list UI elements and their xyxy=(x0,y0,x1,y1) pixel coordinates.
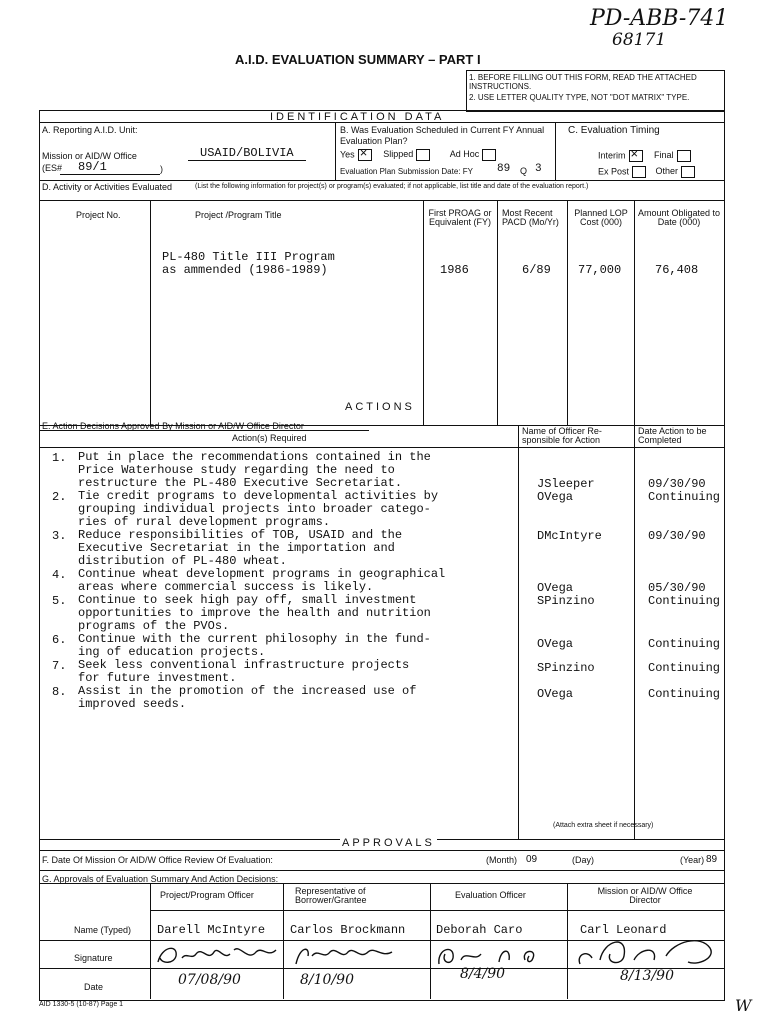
review-month: 09 xyxy=(526,854,538,865)
approval-date-4: 8/13/90 xyxy=(620,968,674,984)
action-date: Continuing xyxy=(648,637,721,651)
approvals-col1: Project/Program Officer xyxy=(160,890,254,900)
row-date-label: Date xyxy=(84,982,104,992)
action-text: Tie credit programs to developmental activities by grouping individual projects into broader catego- ries of rural development programs. xyxy=(78,489,439,529)
actions-label: E. Action Decisions Approved By Mission or AID/W Office Director xyxy=(42,421,304,431)
q-label: Q xyxy=(520,166,528,176)
project-pacd: 6/89 xyxy=(522,263,551,277)
review-day-label: (Day) xyxy=(572,855,594,865)
action-date: Continuing xyxy=(648,594,721,608)
action-num: 4. xyxy=(52,568,67,582)
expost-checkbox[interactable] xyxy=(632,166,646,178)
review-year-label: (Year) xyxy=(680,855,705,865)
activity-label: D. Activity or Activities Evaluated xyxy=(42,182,173,192)
yes-label: Yes xyxy=(340,149,355,160)
action-text: Continue to seek high pay off, small investment opportunities to improve the health and nutrition programs of the PVOs. xyxy=(78,593,431,633)
action-officer: SPinzino xyxy=(537,594,595,608)
approver-name-2: Carlos Brockmann xyxy=(290,923,406,937)
row-signature-label: Signature xyxy=(74,953,113,963)
handwritten-doc-id: PD-ABB-741 xyxy=(590,6,729,31)
action-date: 09/30/90 xyxy=(648,477,706,491)
header-amount: Amount Obligated to Date (000) xyxy=(637,208,721,227)
review-year: 89 xyxy=(706,854,718,865)
header-pacd: Most Recent PACD (Mo/Yr) xyxy=(502,208,559,227)
other-checkbox[interactable] xyxy=(681,166,695,178)
signature-4 xyxy=(570,930,722,970)
action-num: 8. xyxy=(52,685,67,699)
section-identification: IDENTIFICATION DATA xyxy=(270,111,445,123)
adhoc-label: Ad Hoc xyxy=(449,149,480,160)
adhoc-checkbox[interactable] xyxy=(482,149,496,161)
action-officer: OVega xyxy=(537,637,574,651)
header-first-proag: First PROAG or Equivalent (FY) xyxy=(428,208,492,227)
form-title: A.I.D. EVALUATION SUMMARY – PART I xyxy=(235,52,481,67)
signature-2 xyxy=(288,942,428,968)
signature-3 xyxy=(433,942,565,968)
action-officer: DMcIntyre xyxy=(537,529,602,543)
action-num: 3. xyxy=(52,529,67,543)
mission-value: USAID/BOLIVIA xyxy=(200,146,294,160)
action-date: Continuing xyxy=(648,490,721,504)
header-project-no: Project No. xyxy=(76,210,121,220)
approvals-col4: Mission or AID/W Office Director xyxy=(597,886,693,905)
action-text: Continue with the current philosophy in the fund- ing of education projects. xyxy=(78,632,431,659)
action-date: 09/30/90 xyxy=(648,529,706,543)
section-actions: ACTIONS xyxy=(345,401,415,413)
action-text: Continue wheat development programs in geographical areas where commercial success is likely. xyxy=(78,567,446,594)
action-text: Put in place the recommendations contained in the Price Waterhouse study regarding the need to restructure the PL-480 Executive Secretariat. xyxy=(78,450,431,490)
approval-date-3: 8/4/90 xyxy=(460,966,506,982)
action-officer: JSleeper xyxy=(537,477,595,491)
signature-1 xyxy=(152,942,282,968)
attach-note: (Attach extra sheet if necessary) xyxy=(553,822,654,829)
timing-row1 xyxy=(598,150,694,162)
scheduled-label: B. Was Evaluation Scheduled in Current FY Annual Evaluation Plan? xyxy=(340,125,545,146)
corner-mark: W xyxy=(735,996,752,1015)
action-num: 5. xyxy=(52,594,67,608)
project-lop: 77,000 xyxy=(578,263,622,277)
row-name-label: Name (Typed) xyxy=(74,925,132,935)
action-date: Continuing xyxy=(648,661,721,675)
approval-date-1: 07/08/90 xyxy=(178,972,241,988)
instructions-box xyxy=(466,70,725,112)
final-checkbox[interactable] xyxy=(677,150,691,162)
timing-row2 xyxy=(598,166,698,178)
es-label: (ES# xyxy=(42,163,63,173)
approver-name-3: Deborah Caro xyxy=(436,923,523,937)
action-num: 6. xyxy=(52,633,67,647)
project-title-line2: as ammended (1986-1989) xyxy=(162,263,328,277)
action-num: 7. xyxy=(52,659,67,673)
slipped-checkbox[interactable] xyxy=(416,149,430,161)
q-value: 3 xyxy=(535,163,542,175)
approval-date-2: 8/10/90 xyxy=(300,972,354,988)
review-month-label: (Month) xyxy=(486,855,518,865)
action-officer: OVega xyxy=(537,490,574,504)
scheduled-options xyxy=(340,149,499,161)
approvals-label: G. Approvals of Evaluation Summary And Action Decisions: xyxy=(42,874,279,884)
action-text: Assist in the promotion of the increased use of improved seeds. xyxy=(78,684,417,711)
action-text: Seek less conventional infrastructure projects for future investment. xyxy=(78,658,410,685)
action-num: 1. xyxy=(52,451,67,465)
actions-date-header: Date Action to be Completed xyxy=(638,426,707,445)
expost-label: Ex Post xyxy=(598,166,630,177)
final-label: Final xyxy=(654,150,674,161)
action-date: Continuing xyxy=(648,687,721,701)
submission-label: Evaluation Plan Submission Date: FY xyxy=(340,167,473,176)
reporting-label: A. Reporting A.I.D. Unit: xyxy=(42,125,138,135)
activity-note: (List the following information for project(s) or program(s) evaluated; if not applicable, list title and date of the evaluation report.) xyxy=(195,183,589,190)
instruction-2: 2. USE LETTER QUALITY TYPE, NOT "DOT MATRIX" TYPE. xyxy=(469,93,690,102)
approver-name-4: Carl Leonard xyxy=(580,923,667,937)
approvals-col2: Representative of Borrower/Grantee xyxy=(295,886,367,905)
yes-checkbox[interactable] xyxy=(358,149,372,161)
es-value: 89/1 xyxy=(78,160,107,174)
interim-checkbox[interactable] xyxy=(629,150,643,162)
other-label: Other xyxy=(655,166,679,177)
form-footer: AID 1330-5 (10-87) Page 1 xyxy=(39,1001,124,1008)
section-approvals: APPROVALS xyxy=(342,837,435,849)
es-close: ) xyxy=(160,164,163,174)
approvals-col3: Evaluation Officer xyxy=(455,890,526,900)
handwritten-number: 68171 xyxy=(612,30,667,50)
approver-name-1: Darell McIntyre xyxy=(157,923,266,937)
project-title-line1: PL-480 Title III Program xyxy=(162,250,335,264)
review-label: F. Date Of Mission Or AID/W Office Review Of Evaluation: xyxy=(42,855,273,865)
fy-value: 89 xyxy=(497,163,511,175)
action-num: 2. xyxy=(52,490,67,504)
action-text: Reduce responsibilities of TOB, USAID and the Executive Secretariat in the importation and distribution of PL-480 wheat. xyxy=(78,528,403,568)
project-first: 1986 xyxy=(440,263,469,277)
slipped-label: Slipped xyxy=(383,149,414,160)
action-officer: OVega xyxy=(537,687,574,701)
action-officer: SPinzino xyxy=(537,661,595,675)
action-date: 05/30/90 xyxy=(648,581,706,595)
project-amount: 76,408 xyxy=(655,263,699,277)
timing-label: C. Evaluation Timing xyxy=(568,125,660,136)
interim-label: Interim xyxy=(598,150,626,161)
header-lop: Planned LOP Cost (000) xyxy=(574,208,628,227)
action-officer: OVega xyxy=(537,581,574,595)
instruction-1: 1. BEFORE FILLING OUT THIS FORM, READ THE ATTACHED INSTRUCTIONS. xyxy=(469,73,697,91)
actions-officer-header: Name of Officer Re- sponsible for Action xyxy=(522,426,602,445)
mission-label: Mission or AID/W Office xyxy=(42,151,137,161)
header-project-title: Project /Program Title xyxy=(195,210,282,220)
actions-sub: Action(s) Required xyxy=(232,433,307,443)
